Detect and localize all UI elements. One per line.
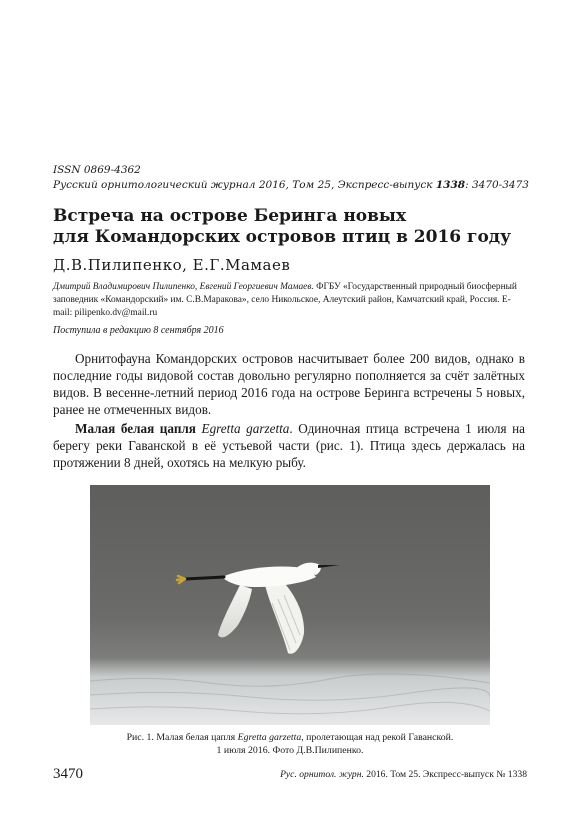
egret-photo bbox=[90, 485, 490, 725]
caption-latin-name: Egretta garzetta bbox=[237, 732, 302, 743]
caption-line-2: 1 июля 2016. Фото Д.В.Пилипенко. bbox=[216, 745, 364, 756]
received-date: Поступила в редакцию 8 сентября 2016 bbox=[53, 325, 224, 336]
species-latin-name: Egretta garzetta bbox=[201, 421, 290, 436]
running-footer-journal: Рус. орнитол. журн. bbox=[280, 769, 364, 780]
figure-caption bbox=[90, 731, 490, 757]
caption-rest: , пролетающая над рекой Гаванской. bbox=[301, 732, 454, 743]
running-footer bbox=[280, 769, 527, 780]
journal-issue-number: 1338 bbox=[435, 179, 466, 191]
page-number: 3470 bbox=[53, 766, 83, 782]
article-title-line-1: Встреча на острове Беринга новых bbox=[53, 206, 407, 226]
caption-prefix: Рис. 1. Малая белая цапля bbox=[126, 732, 238, 743]
species-name: Малая белая цапля bbox=[75, 421, 196, 436]
article-title bbox=[53, 206, 523, 248]
intro-paragraph: Орнитофауна Командорских островов насчитывает более 200 видов, однако в последние годы видовой состав довольно регулярно пополняется за счёт залётных видов. В весенне-летний период 2016 года на острове Беринга встречены 5 новых, ранее не отмеченных видов. bbox=[53, 351, 525, 417]
journal-citation-line bbox=[53, 179, 529, 191]
author-affiliation bbox=[53, 281, 528, 319]
article-authors: Д.В.Пилипенко, Е.Г.Мамаев bbox=[53, 256, 291, 274]
journal-pages: : 3470-3473 bbox=[465, 179, 529, 191]
running-footer-issue: 2016. Том 25. Экспресс-выпуск № 1338 bbox=[363, 769, 527, 780]
article-title-line-2: для Командорских островов птиц в 2016 году bbox=[53, 227, 511, 247]
affiliation-details: ФГБУ «Государственный природный биосферный заповедник «Командорский» им. С.В.Маракова», село Никольское, Алеутский район, Камчатский край, Россия. E-mail: pilipenko.dv@mail.ru bbox=[53, 282, 517, 318]
species-paragraph bbox=[53, 420, 525, 471]
affiliation-author-names: Дмитрий Владимирович Пилипенко, Евгений Георгиевич Мамаев. bbox=[53, 282, 314, 292]
journal-citation-prefix: Русский орнитологический журнал 2016, Том 25, Экспресс-выпуск bbox=[53, 179, 436, 191]
species-paragraph-text: . Одиночная птица встречена 1 июля на берегу реки Гаванской в её устьевой части (рис. 1). Птица здесь держалась на протяжении 8 дней, охотясь на мелкую рыбу. bbox=[53, 421, 526, 470]
issn-line: ISSN 0869-4362 bbox=[53, 164, 141, 176]
